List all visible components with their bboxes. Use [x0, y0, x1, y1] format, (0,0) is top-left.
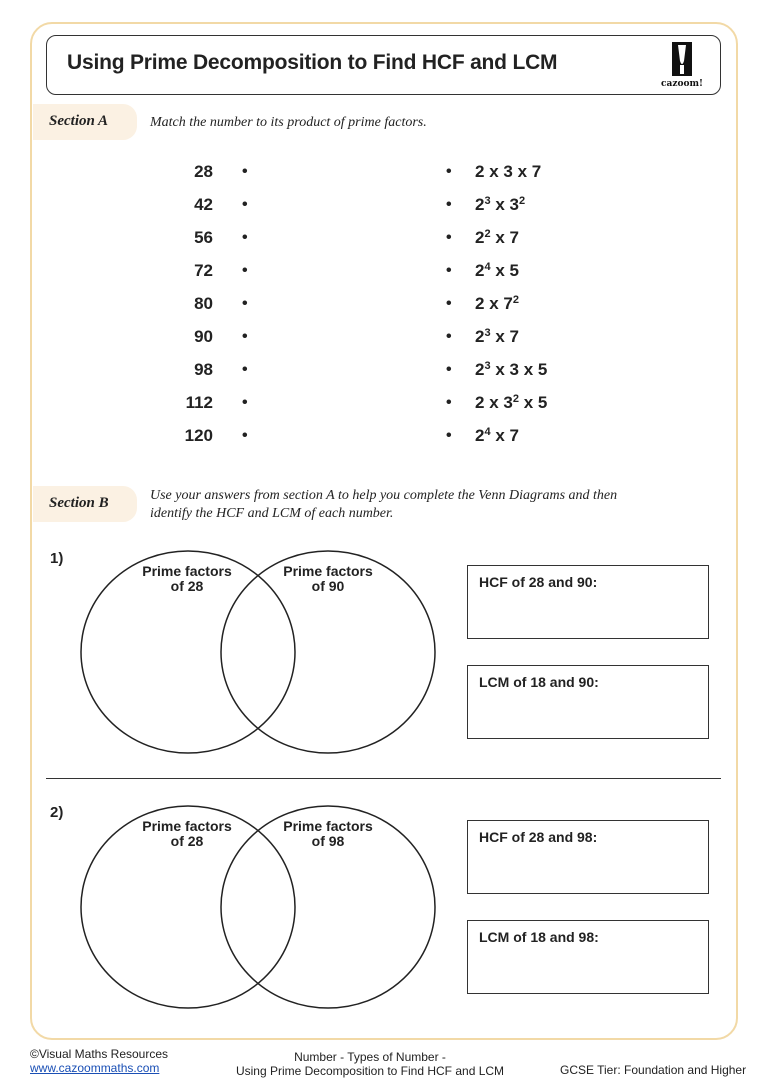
left-match-dot[interactable]: • [242, 163, 248, 180]
factor-base: 5 [537, 360, 548, 379]
prime-factor-product [475, 228, 519, 248]
factor-base: 2 [475, 327, 485, 346]
hcf-answer-box-2[interactable] [467, 820, 709, 894]
footer-copyright: ©Visual Maths Resources [30, 1047, 169, 1061]
factor-base: 2 [475, 294, 485, 313]
section-a-label: Section A [49, 113, 109, 129]
question-1-number: 1) [50, 550, 64, 567]
factor-base: 7 [531, 162, 542, 181]
section-a-tag [33, 104, 137, 140]
venn-2-left-label: Prime factors of 28 [142, 818, 232, 849]
factor-exponent: 4 [484, 261, 491, 273]
footer-left [30, 1047, 168, 1075]
times-sign: x [518, 393, 538, 412]
left-number: 56 [194, 228, 213, 247]
factor-base: 2 [475, 261, 485, 280]
venn-1-right-label: Prime factors of 90 [283, 563, 373, 594]
section-b-instruction-line2: identify the HCF and LCM of each number. [150, 506, 394, 521]
factor-exponent: 2 [512, 294, 519, 306]
footer-topic-line1: Number - Types of Number - [294, 1050, 446, 1064]
times-sign: x [484, 294, 504, 313]
question-divider [46, 778, 721, 779]
hcf-answer-box-1[interactable] [467, 565, 709, 639]
right-match-dot[interactable]: • [446, 394, 452, 411]
prime-factor-product [475, 261, 519, 281]
logo-text: cazoom! [661, 79, 703, 89]
venn-1-left-label: Prime factors of 28 [142, 563, 232, 594]
footer-topic [220, 1050, 520, 1078]
hcf-label-2: HCF of 28 and 98: [479, 829, 598, 845]
right-match-dot[interactable]: • [446, 262, 452, 279]
prime-factor-product [475, 393, 547, 413]
right-match-dot[interactable]: • [446, 361, 452, 378]
prime-factor-product [475, 426, 519, 446]
times-sign: x [490, 261, 510, 280]
factor-base: 7 [509, 228, 519, 247]
page-title: Using Prime Decomposition to Find HCF and LCM [67, 51, 558, 74]
times-sign: x [484, 393, 504, 412]
factor-base: 5 [537, 393, 548, 412]
left-number: 120 [184, 426, 213, 445]
times-sign: x [490, 195, 510, 214]
factor-exponent: 3 [484, 327, 491, 339]
factor-base: 3 [509, 360, 519, 379]
title-box [46, 35, 721, 95]
lcm-label-2: LCM of 18 and 98: [479, 929, 599, 945]
question-2-number: 2) [50, 804, 64, 821]
prime-factor-product [475, 195, 525, 215]
times-sign: x [490, 426, 510, 445]
times-sign: x [518, 360, 538, 379]
right-match-dot[interactable]: • [446, 229, 452, 246]
factor-exponent: 3 [484, 195, 491, 207]
hcf-label-1: HCF of 28 and 90: [479, 574, 598, 590]
left-number: 72 [194, 261, 213, 280]
left-number: 28 [194, 162, 213, 181]
times-sign: x [490, 327, 510, 346]
left-match-dot[interactable]: • [242, 361, 248, 378]
left-number: 90 [194, 327, 213, 346]
factor-base: 3 [503, 162, 513, 181]
factor-base: 7 [509, 426, 519, 445]
factor-exponent: 4 [484, 426, 491, 438]
factor-base: 2 [475, 228, 485, 247]
left-number: 80 [194, 294, 213, 313]
section-a-instruction: Match the number to its product of prime factors. [150, 115, 427, 130]
venn-diagram-2[interactable] [80, 805, 438, 1009]
factor-exponent: 2 [484, 228, 491, 240]
left-number: 98 [194, 360, 213, 379]
prime-factor-product [475, 360, 547, 380]
right-match-dot[interactable]: • [446, 295, 452, 312]
footer-website-link[interactable]: www.cazoommaths.com [30, 1061, 160, 1075]
factor-exponent: 2 [518, 195, 526, 207]
right-match-dot[interactable]: • [446, 328, 452, 345]
left-match-dot[interactable]: • [242, 328, 248, 345]
factor-base: 2 [475, 195, 485, 214]
left-match-dot[interactable]: • [242, 196, 248, 213]
prime-factor-product [475, 162, 541, 182]
footer-tier: GCSE Tier: Foundation and Higher [560, 1063, 747, 1077]
prime-factor-product [475, 327, 519, 347]
times-sign: x [490, 228, 510, 247]
cazoom-logo [654, 41, 710, 89]
lcm-answer-box-1[interactable] [467, 665, 709, 739]
factor-base: 3 [503, 393, 513, 412]
venn-2-right-label: Prime factors of 98 [283, 818, 373, 849]
footer-topic-line2: Using Prime Decomposition to Find HCF and LCM [235, 1064, 505, 1078]
left-match-dot[interactable]: • [242, 394, 248, 411]
factor-exponent: 2 [512, 393, 519, 405]
section-b-tag [33, 486, 137, 522]
factor-base: 2 [475, 360, 485, 379]
section-b-instruction-line1: Use your answers from section A to help you complete the Venn Diagrams and then [150, 488, 618, 503]
factor-base: 7 [503, 294, 513, 313]
right-match-dot[interactable]: • [446, 163, 452, 180]
left-match-dot[interactable]: • [242, 427, 248, 444]
times-sign: x [490, 360, 510, 379]
factor-base: 2 [475, 393, 485, 412]
factor-base: 5 [509, 261, 519, 280]
prime-factor-product [475, 294, 519, 314]
right-match-dot[interactable]: • [446, 196, 452, 213]
times-sign: x [512, 162, 532, 181]
right-match-dot[interactable]: • [446, 427, 452, 444]
trophy-icon [654, 41, 710, 77]
left-number: 112 [185, 393, 213, 412]
left-match-dot[interactable]: • [242, 295, 248, 312]
lcm-answer-box-2[interactable] [467, 920, 709, 994]
left-match-dot[interactable]: • [242, 229, 248, 246]
lcm-label-1: LCM of 18 and 90: [479, 674, 599, 690]
section-b-label: Section B [49, 495, 109, 511]
venn-diagram-1[interactable] [80, 550, 438, 754]
factor-base: 2 [475, 162, 485, 181]
left-match-dot[interactable]: • [242, 262, 248, 279]
factor-exponent: 3 [484, 360, 491, 372]
factor-base: 7 [509, 327, 519, 346]
factor-base: 3 [509, 195, 519, 214]
times-sign: x [484, 162, 504, 181]
left-number: 42 [194, 195, 213, 214]
factor-base: 2 [475, 426, 485, 445]
